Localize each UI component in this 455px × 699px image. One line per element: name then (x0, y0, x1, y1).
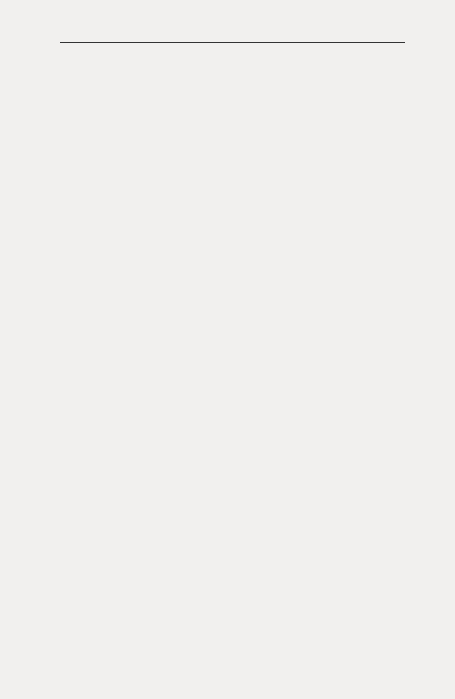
table-of-contents (76, 74, 401, 95)
header-rule (60, 42, 405, 43)
